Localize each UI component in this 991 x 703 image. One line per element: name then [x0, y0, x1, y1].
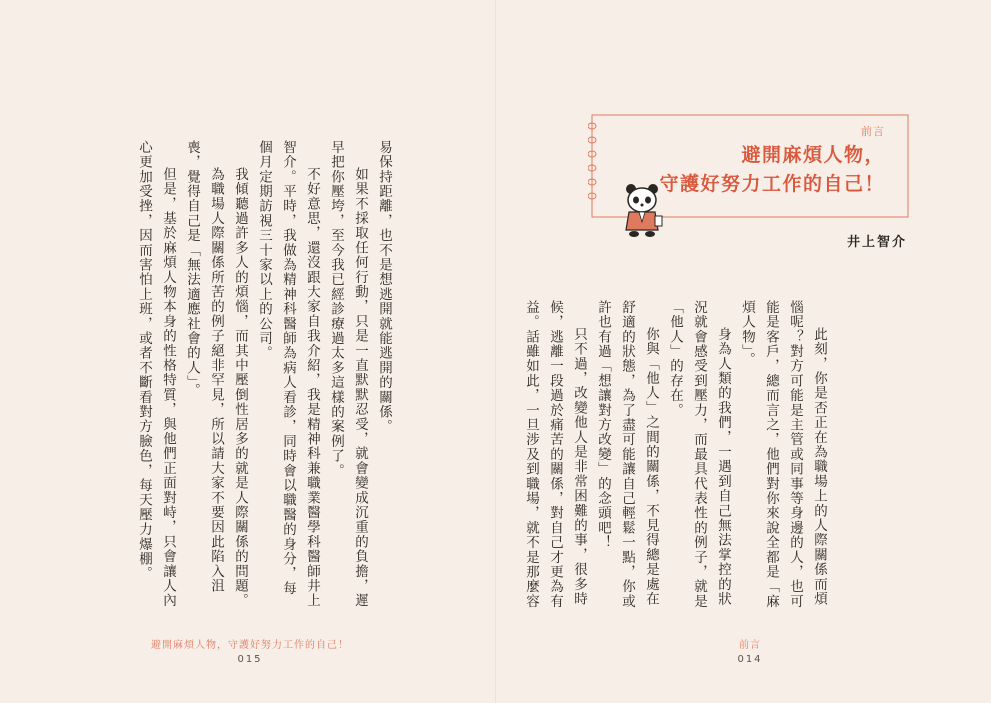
right-paragraph-1: 此刻，你是否正在為職場上的人際關係而煩惱呢？對方可能是主管或同事等身邊的人，也可能是客戶，總而言之，他們對你來說全都是「麻煩人物」。 [739, 300, 827, 609]
left-page-body [132, 140, 396, 610]
section-label: 前言 [861, 125, 885, 138]
right-paragraph-4: 只不過，改變他人是非常困難的事，很多時候，逃離一段過於痛苦的關係，對自己才更為有益。話雖如此，一旦涉及到職場，就不是那麼容 [523, 300, 587, 609]
author-name: 井上智介 [846, 235, 907, 250]
chapter-title-line-2: 守護好努力工作的自己！ [659, 173, 885, 195]
left-page-footer [140, 636, 360, 665]
page-gutter [495, 0, 496, 703]
page-number-left: 015 [237, 654, 263, 665]
right-page-body [519, 300, 831, 610]
left-paragraph-6: 但是，基於麻煩人物本身的性格特質，與他們正面對峙，只會讓人內心更加受挫，因而害怕上班，或者不斷看對方臉色，每天壓力爆棚。 [136, 140, 176, 608]
running-section: 前言 [739, 640, 761, 651]
left-paragraph-1: 易保持距離，也不是想逃開就能逃開的關係。 [376, 140, 392, 434]
right-paragraph-2: 身為人類的我們，一遇到自己無法掌控的狀況就會感受到壓力，而最具代表性的例子，就是「他人」的存在。 [667, 300, 731, 609]
left-paragraph-4: 我傾聽過許多人的煩惱，而其中壓倒性居多的就是人際關係的問題。 [232, 167, 248, 608]
running-title: 避開麻煩人物，守護好努力工作的自己！ [151, 640, 349, 651]
left-paragraph-3: 不好意思，還沒跟大家自我介紹，我是精神科兼職業醫學科醫師井上智介。平時，我做為精神科醫師為病人看診，同時會以職醫的身分，每個月定期訪視三十家以上的公司。 [256, 140, 320, 608]
panda-mascot-icon [614, 180, 670, 240]
left-paragraph-5: 為職場人際關係所苦的例子絕非罕見，所以請大家不要因此陷入沮喪，覺得自己是「無法適應社會的人」。 [184, 140, 224, 594]
page-number-right: 014 [737, 654, 763, 665]
right-paragraph-3: 你與「他人」之間的關係，不見得總是處在舒適的狀態，為了盡可能讓自己輕鬆一點，你或許也有過「想讓對方改變」的念頭吧！ [595, 300, 659, 609]
right-page-footer [700, 636, 800, 665]
left-paragraph-2: 如果不採取任何行動，只是一直默默忍受，就會變成沉重的負擔，遲早把你壓垮，至今我已經診療過太多這樣的案例了。 [328, 140, 368, 608]
chapter-title-line-1: 避開麻煩人物， [741, 144, 885, 166]
